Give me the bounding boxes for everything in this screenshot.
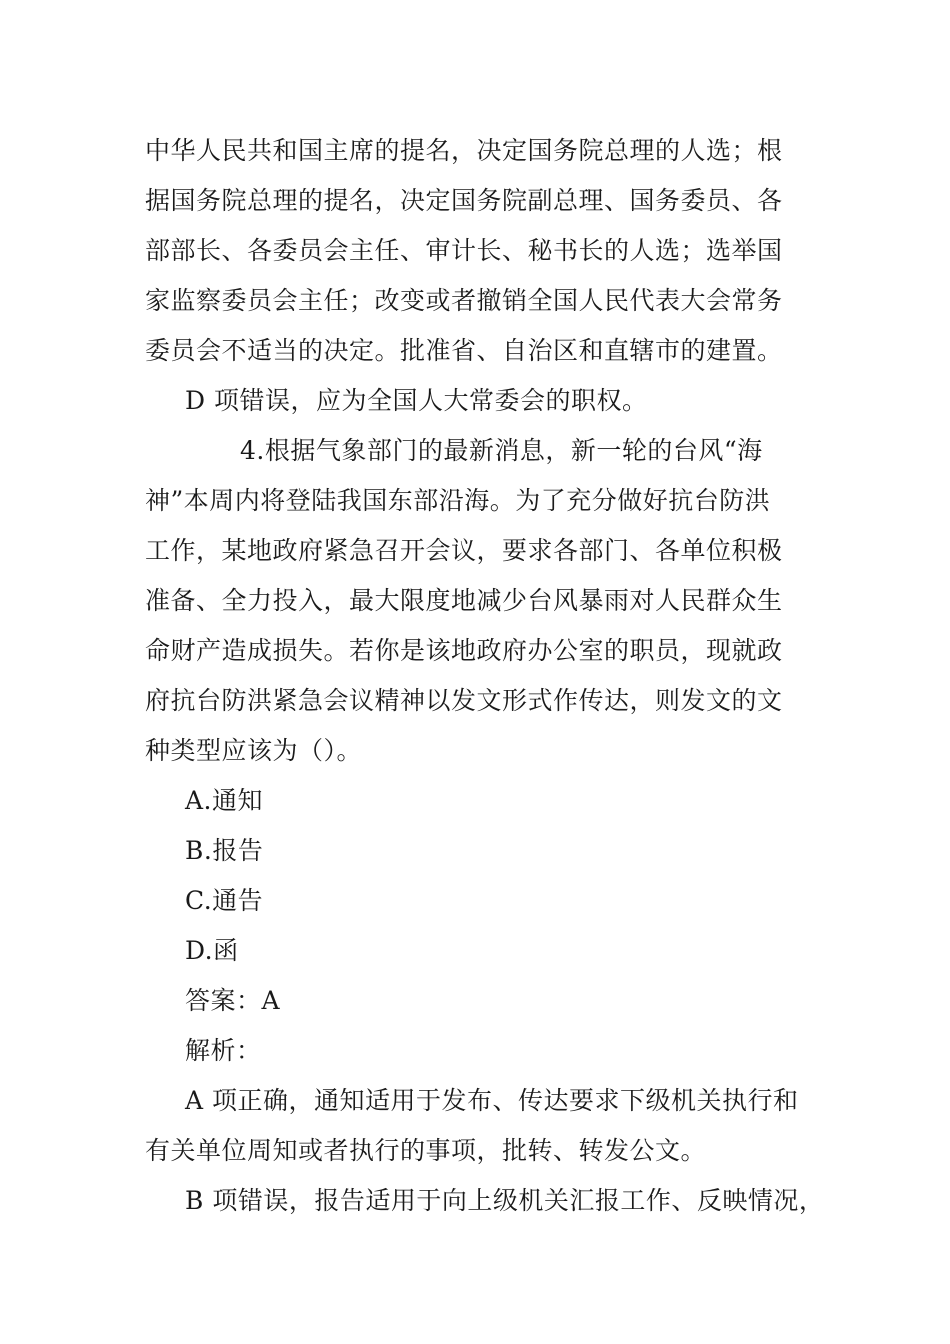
- question-line: 命财产造成损失。若你是该地政府办公室的职员，现就政: [145, 636, 783, 665]
- question-line: 准备、全力投入，最大限度地减少台风暴雨对人民群众生: [145, 586, 783, 615]
- question-line: 工作，某地政府紧急召开会议，要求各部门、各单位积极: [145, 536, 783, 565]
- prev-answer-line: 据国务院总理的提名，决定国务院副总理、国务委员、各: [145, 186, 783, 215]
- prev-answer-line: 家监察委员会主任；改变或者撤销全国人民代表大会常务: [145, 286, 783, 315]
- prev-answer-line: 委员会不适当的决定。批准省、自治区和直辖市的建置。: [145, 336, 783, 365]
- prev-answer-line: 中华人民共和国主席的提名，决定国务院总理的人选；根: [145, 136, 783, 165]
- analysis-label: 解析：: [185, 1036, 262, 1065]
- question-text: 根据气象部门的最新消息，新一轮的台风“海: [264, 436, 763, 465]
- question-first-line: [240, 436, 763, 466]
- prev-option-d-explanation: D 项错误，应为全国人大常委会的职权。: [185, 386, 648, 415]
- answer: 答案：A: [185, 986, 281, 1015]
- analysis-a-line: A 项正确，通知适用于发布、传达要求下级机关执行和: [185, 1086, 799, 1115]
- question-line: 府抗台防洪紧急会议精神以发文形式作传达，则发文的文: [145, 686, 783, 715]
- question-number: 4.: [240, 436, 265, 465]
- analysis-b-line: B 项错误，报告适用于向上级机关汇报工作、反映情况，: [185, 1186, 825, 1215]
- question-line: 神”本周内将登陆我国东部沿海。为了充分做好抗台防洪: [145, 486, 771, 515]
- option-b: B.报告: [185, 836, 264, 865]
- analysis-a-line: 有关单位周知或者执行的事项，批转、转发公文。: [145, 1136, 707, 1165]
- option-a: A.通知: [185, 786, 264, 815]
- option-d: D.函: [185, 936, 239, 965]
- prev-answer-line: 部部长、各委员会主任、审计长、秘书长的人选；选举国: [145, 236, 783, 265]
- option-c: C.通告: [185, 886, 264, 915]
- question-line: 种类型应该为（）。: [145, 736, 363, 765]
